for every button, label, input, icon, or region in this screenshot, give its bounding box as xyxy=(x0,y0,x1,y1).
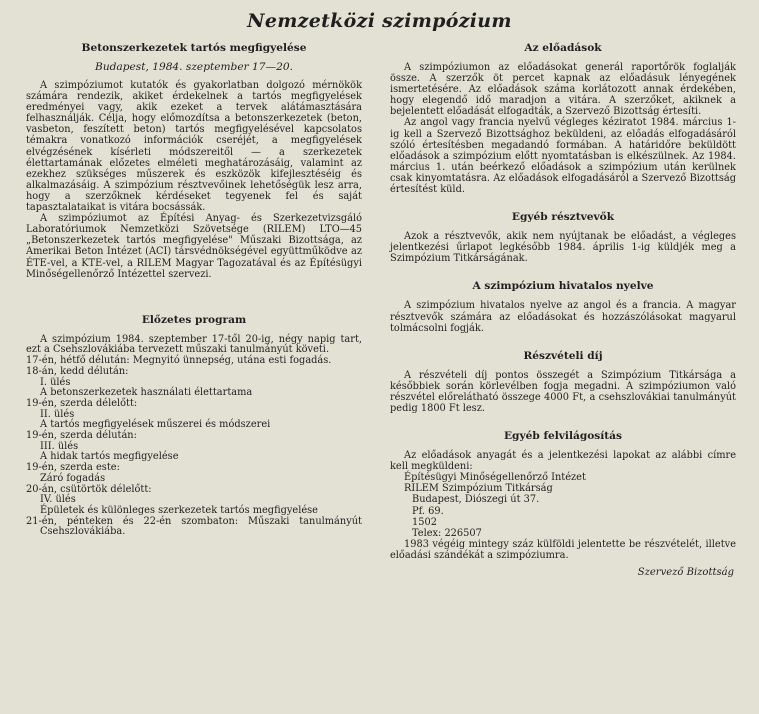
section-other-participants xyxy=(390,211,736,264)
program-item: 18-án, kedd délután: xyxy=(26,365,129,377)
section-heading-official-language: A szimpózium hivatalos nyelve xyxy=(472,280,654,293)
program-item: II. ülés xyxy=(40,408,75,420)
program-item: 19-én, szerda délután: xyxy=(26,430,137,442)
program-item: A hidak tartós megfigyelése xyxy=(40,451,179,463)
official-language-paragraph: A szimpózium hivatalos nyelve az angol és a francia. A magyar résztvevők számára az előadásokat és hozzászólásokat magyarul tolmácsolni fogják. xyxy=(390,300,736,334)
further-info-intro: Az előadások anyagát és a jelentkezési lapokat az alábbi címre kell megküldeni: xyxy=(390,450,736,473)
section-lectures xyxy=(390,42,736,195)
section-heading-monitoring: Betonszerkezetek tartós megfigyelése xyxy=(81,42,307,54)
program-item: IV. ülés xyxy=(40,494,76,506)
program-item: 17-én, hétfő délután: Megnyitó ünnepség, utána esti fogadás. xyxy=(26,355,332,367)
program-item: 20-án, csütörtök délelőtt: xyxy=(26,483,152,495)
left-column xyxy=(26,42,362,538)
lectures-paragraph: Az angol vagy francia nyelvű végleges kéziratot 1984. március 1-ig kell a Szervező Bizottsághoz beküldeni, az előadás elfogadásáról szóló értesítésben megadandó formában. A határidőre beküldött előadások a szimpózium előtt nyomtatásban is elkészülnek. Az 1984. március 1. után beérkező előadások a szimpózium után kerülnek csak kinyomtatásra. Az előadások elfogadásáról a Szervező Bizottság értesítést küld. xyxy=(390,117,736,196)
section-heading-fee: Részvételi díj xyxy=(523,349,603,362)
program-item: A szimpózium 1984. szeptember 17-től 20-ig, négy napig tart, ezt a Csehszlovákiába tervezett műszaki tanulmányút követi. xyxy=(26,333,362,356)
program-item: 21-én, pénteken és 22-én szombaton: Műszaki tanulmányút Csehszlovákiába. xyxy=(26,515,362,538)
section-heading-program: Előzetes program xyxy=(141,313,247,326)
section-further-info xyxy=(390,430,736,578)
mailing-address xyxy=(390,472,736,539)
lectures-paragraph: A szimpóziumon az előadásokat generál raportőrök foglalják össze. A szerzők öt percet kapnak az előadásuk lényegének ismertetésére. Az előadások száma korlátozott annak érdekében, hogy elegendő idő maradjon a vitára. A szerzőket, akiknek a bejelentett előadását elfogadták, a Szervező Bizottság értesíti. xyxy=(390,62,736,118)
organizers-paragraph: A szimpóziumot az Építési Anyag- és Szerkezetvizsgáló Laboratóriumok Nemzetközi Szövetsége (RILEM) LTO—45 „Betonszerkezetek tartós megfigyelése" Műszaki Bizottsága, az Amerikai Beton Intézet (ACI) társvédnökségével együttműködve az ÉTE-vel, a KTE-vel, a RILEM Magyar Tagozatával és az Építésügyi Minőségellenőrző Intézettel szervezi. xyxy=(26,213,362,280)
address-line: 1502 xyxy=(412,516,437,528)
section-heading-further-info: Egyéb felvilágosítás xyxy=(503,430,623,443)
page-title: Nemzetközi szimpózium xyxy=(247,10,512,32)
address-line: Építésügyi Minőségellenőrző Intézet xyxy=(404,472,586,484)
program-item: III. ülés xyxy=(40,440,79,452)
program-item: Záró fogadás xyxy=(40,472,106,484)
program-item: Épületek és különleges szerkezetek tartós megfigyelése xyxy=(40,504,318,516)
event-date-location: Budapest, 1984. szeptember 17—20. xyxy=(95,61,293,73)
section-official-language xyxy=(390,280,736,333)
address-line: Pf. 69. xyxy=(412,505,444,517)
intro-paragraph: A szimpóziumot kutatók és gyakorlatban dolgozó mérnökök számára rendezik, akiket érdekelnek a tartós megfigyelések eredményei vagy, akik ezeket a tervek alátámasztására felhasználják. Célja, hogy előmozdítsa a betonszerkezetek (beton, vasbeton, feszített beton) tartós megfigyelésével kapcsolatos témakra vonatkozó információk cseréjét, a megfigyelések elvégzésének kísérleti módszereitől — a szerkezetek élettartamának előzetes elméleti meghatározásáig, valamint az ezekhez szükséges műszerek és eszközök kifejlesztéséig és alkalmazásáig. A szimpózium résztvevőinek lehetőségük lesz arra, hogy a szerzőknek kérdéseket tegyenek fel és saját tapasztalataikat is vitára bocsássák. xyxy=(26,80,362,214)
program-item: I. ülés xyxy=(40,376,71,388)
address-line: RILEM Szimpózium Titkárság xyxy=(404,483,553,495)
section-heading-lectures: Az előadások xyxy=(524,42,602,54)
program-item: 19-én, szerda este: xyxy=(26,462,120,474)
program-item: A betonszerkezetek használati élettartama xyxy=(40,387,253,399)
address-line: Telex: 226507 xyxy=(412,527,482,539)
address-line: Budapest, Diószegi út 37. xyxy=(412,494,540,506)
program-item: A tartós megfigyelések műszerei és módszerei xyxy=(40,419,271,431)
section-fee xyxy=(390,350,736,414)
program-item: 19-én, szerda délelőtt: xyxy=(26,397,138,409)
signature: Szervező Bizottság xyxy=(637,567,734,578)
right-column xyxy=(390,42,736,578)
section-heading-other-participants: Egyéb résztvevők xyxy=(511,211,615,224)
further-info-closing: 1983 végéig mintegy száz külföldi jelentette be részvételét, illetve előadási szándékát a szimpóziumra. xyxy=(390,538,736,561)
fee-paragraph: A részvételi díj pontos összegét a Szimpózium Titkársága a későbbiek során körlevélben fogja megadni. A szimpóziumon való részvétel előrelátható összege 4000 Ft, a csehszlovákiai tanulmányút pedig 1800 Ft lesz. xyxy=(390,369,736,414)
program-list xyxy=(26,335,362,538)
other-participants-paragraph: Azok a résztvevők, akik nem nyújtanak be előadást, a végleges jelentkezési űrlapot legkésőbb 1984. április 1-ig küldjék meg a Szimpózium Titkárságának. xyxy=(390,231,736,265)
